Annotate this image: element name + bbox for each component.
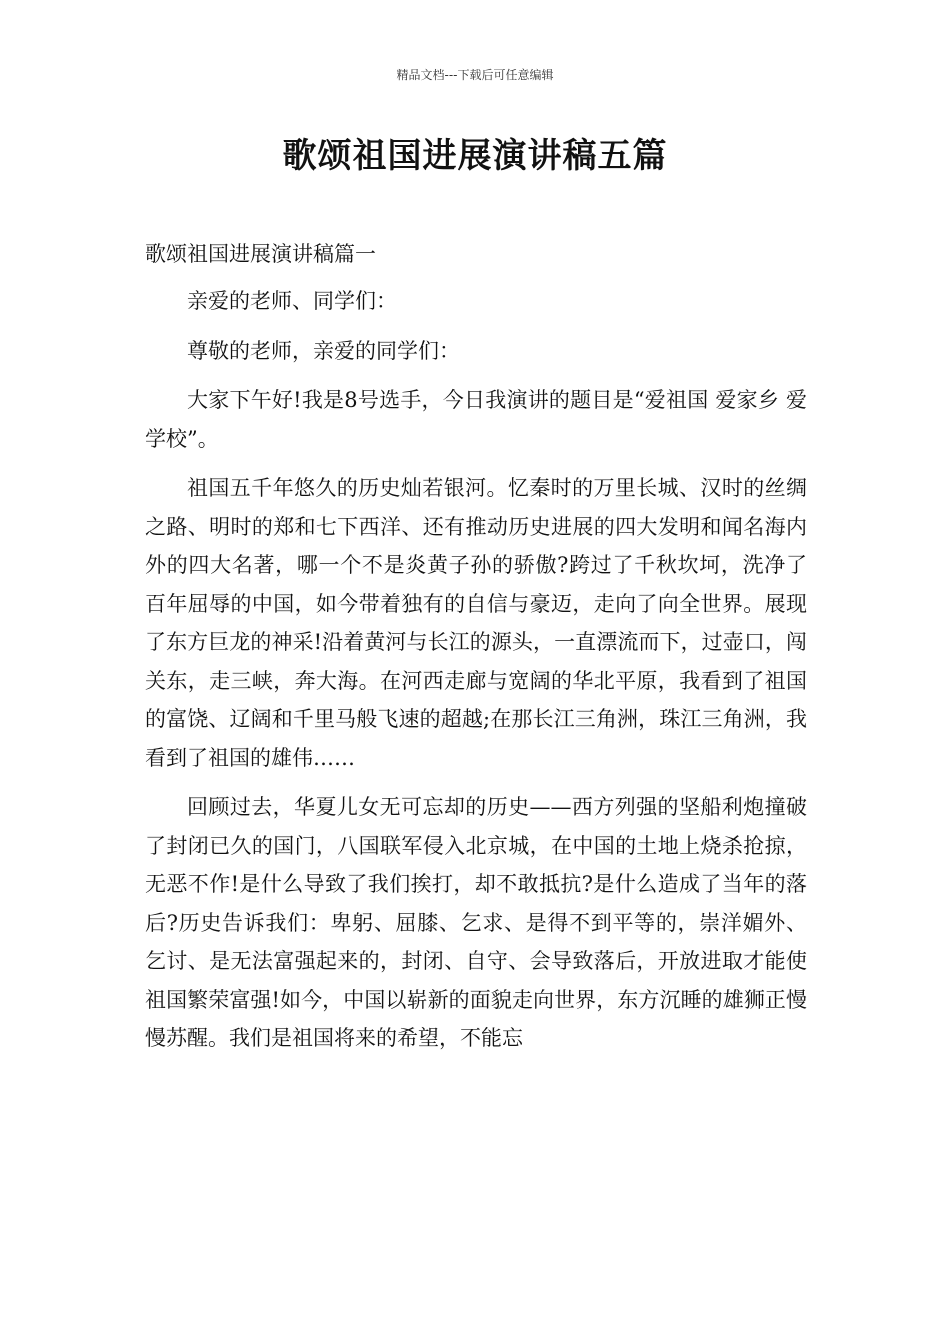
paragraph-history: 祖国五千年悠久的历史灿若银河。忆秦时的万里长城、汉时的丝绸之路、明时的郑和七下西洋、还有推动历史进展的四大发明和闻名海内外的四大名著，哪一个不是炎黄子孙的骄傲?跨过了千秋坎坷，洗净了百年屈辱的中国，如今带着独有的自信与豪迈，走向了向全世界。展现了东方巨龙的神采!沿着黄河与长江的源头，一直漂流而下，过壶口，闯关东，走三峡，奔大海。在河西走廊与宽阔的华北平原，我看到了祖国的富饶、辽阔和千里马般飞速的超越;在那长江三角洲，珠江三角洲，我看到了祖国的雄伟…… (145, 476, 807, 770)
paragraph-salutation-2: 尊敬的老师，亲爱的同学们： (187, 338, 460, 363)
document-title: 歌颂祖国进展演讲稿五篇 (282, 136, 668, 176)
header-note: 精品文档---下载后可任意编辑 (396, 68, 554, 82)
paragraph-salutation-1: 亲爱的老师、同学们： (187, 289, 397, 313)
section-heading: 歌颂祖国进展演讲稿篇一 (145, 242, 376, 266)
paragraph-past: 回顾过去，华夏儿女无可忘却的历史——西方列强的坚船利炮撞破了封闭已久的国门，八国联军侵入北京城，在中国的土地上烧杀抢掠，无恶不作!是什么导致了我们挨打，却不敢抵抗?是什么造成了当年的落后?历史告诉我们：卑躬、屈膝、乞求、是得不到平等的，崇洋媚外、乞讨、是无法富强起来的，封闭、自守、会导致落后，开放进取才能使祖国繁荣富强!如今，中国以崭新的面貌走向世界，东方沉睡的雄狮正慢慢苏醒。我们是祖国将来的希望，不能忘 (145, 795, 807, 1050)
document-body (145, 282, 807, 1058)
paragraph-intro: 大家下午好!我是8号选手，今日我演讲的题目是“爱祖国 爱家乡 爱学校”。 (145, 388, 807, 451)
